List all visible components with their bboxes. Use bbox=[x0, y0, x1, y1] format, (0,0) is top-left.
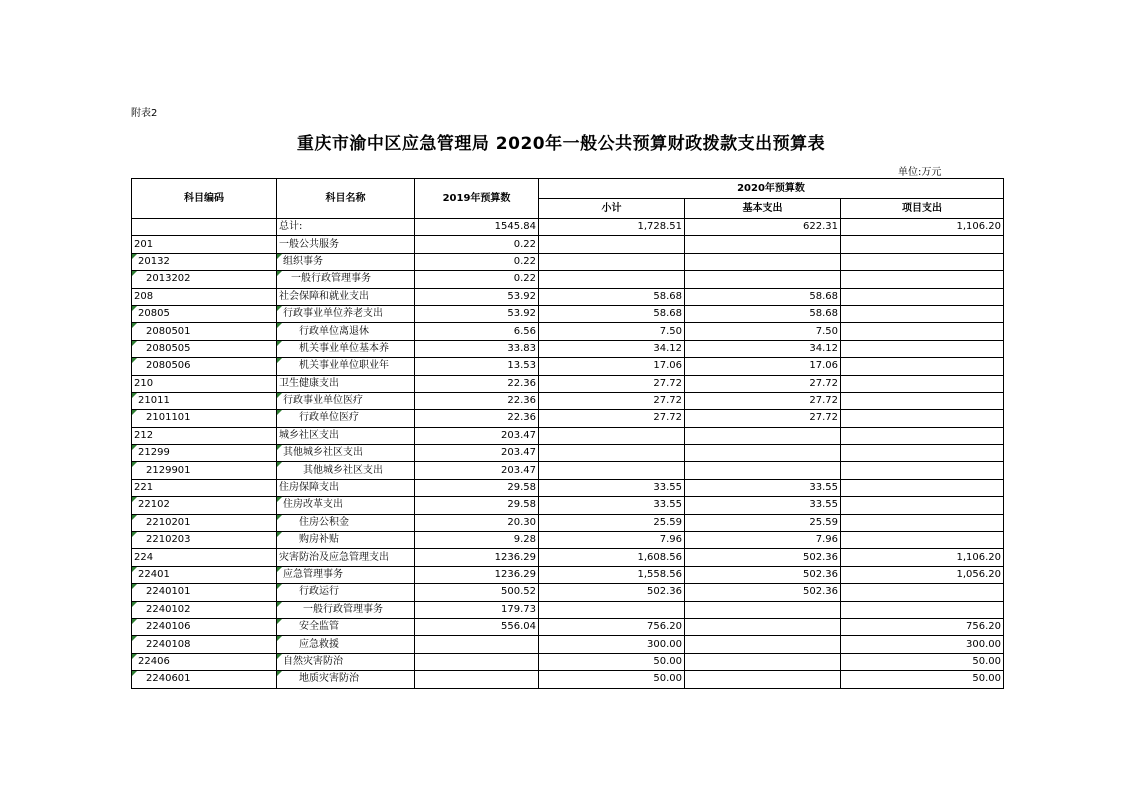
row-code: 2129901 bbox=[132, 462, 277, 479]
row-code: 22401 bbox=[132, 566, 277, 583]
table-row bbox=[132, 392, 1004, 409]
row-subtotal: 27.72 bbox=[539, 410, 685, 427]
row-basic bbox=[685, 253, 841, 270]
row-2019-value: 0.22 bbox=[415, 236, 539, 253]
row-2019-value: 29.58 bbox=[415, 479, 539, 496]
row-name: 住房改革支出 bbox=[277, 497, 415, 514]
table-row bbox=[132, 532, 1004, 549]
row-name: 总计: bbox=[277, 219, 415, 236]
row-basic bbox=[685, 427, 841, 444]
row-subtotal: 300.00 bbox=[539, 636, 685, 653]
row-name: 其他城乡社区支出 bbox=[277, 462, 415, 479]
row-code: 2240102 bbox=[132, 601, 277, 618]
row-project: 50.00 bbox=[841, 653, 1004, 670]
row-code: 21011 bbox=[132, 392, 277, 409]
table-row bbox=[132, 653, 1004, 670]
row-basic: 58.68 bbox=[685, 305, 841, 322]
row-basic: 33.55 bbox=[685, 497, 841, 514]
row-subtotal bbox=[539, 462, 685, 479]
row-code: 2210203 bbox=[132, 532, 277, 549]
row-2019-value: 53.92 bbox=[415, 305, 539, 322]
row-subtotal bbox=[539, 427, 685, 444]
table-row bbox=[132, 427, 1004, 444]
row-code: 208 bbox=[132, 288, 277, 305]
table-row bbox=[132, 636, 1004, 653]
row-code: 2080505 bbox=[132, 340, 277, 357]
row-name: 一般行政管理事务 bbox=[277, 601, 415, 618]
row-2019-value bbox=[415, 671, 539, 688]
row-code: 2101101 bbox=[132, 410, 277, 427]
row-subtotal: 50.00 bbox=[539, 653, 685, 670]
row-basic: 25.59 bbox=[685, 514, 841, 531]
row-2019-value: 1545.84 bbox=[415, 219, 539, 236]
row-subtotal bbox=[539, 236, 685, 253]
row-2019-value bbox=[415, 636, 539, 653]
table-row bbox=[132, 288, 1004, 305]
row-subtotal: 58.68 bbox=[539, 305, 685, 322]
table-row bbox=[132, 671, 1004, 688]
row-basic: 58.68 bbox=[685, 288, 841, 305]
row-2019-value: 22.36 bbox=[415, 410, 539, 427]
row-code bbox=[132, 219, 277, 236]
row-subtotal bbox=[539, 253, 685, 270]
row-basic bbox=[685, 236, 841, 253]
row-basic bbox=[685, 671, 841, 688]
row-code: 2240601 bbox=[132, 671, 277, 688]
row-2019-value: 556.04 bbox=[415, 618, 539, 635]
table-row bbox=[132, 462, 1004, 479]
row-project: 1,106.20 bbox=[841, 219, 1004, 236]
row-basic: 27.72 bbox=[685, 392, 841, 409]
table-body bbox=[132, 219, 1004, 689]
row-subtotal: 7.96 bbox=[539, 532, 685, 549]
row-project bbox=[841, 340, 1004, 357]
row-code: 210 bbox=[132, 375, 277, 392]
row-2019-value: 1236.29 bbox=[415, 566, 539, 583]
row-basic: 622.31 bbox=[685, 219, 841, 236]
row-project bbox=[841, 392, 1004, 409]
row-project bbox=[841, 445, 1004, 462]
row-code: 20805 bbox=[132, 305, 277, 322]
row-project bbox=[841, 514, 1004, 531]
row-subtotal bbox=[539, 271, 685, 288]
row-2019-value: 203.47 bbox=[415, 445, 539, 462]
row-project bbox=[841, 462, 1004, 479]
row-name: 社会保障和就业支出 bbox=[277, 288, 415, 305]
row-2019-value: 33.83 bbox=[415, 340, 539, 357]
row-subtotal: 1,558.56 bbox=[539, 566, 685, 583]
row-basic: 27.72 bbox=[685, 375, 841, 392]
row-code: 221 bbox=[132, 479, 277, 496]
row-2019-value: 22.36 bbox=[415, 375, 539, 392]
row-project bbox=[841, 253, 1004, 270]
row-subtotal: 27.72 bbox=[539, 392, 685, 409]
row-2019-value: 203.47 bbox=[415, 427, 539, 444]
row-name: 购房补贴 bbox=[277, 532, 415, 549]
table-row bbox=[132, 375, 1004, 392]
row-name: 机关事业单位职业年 bbox=[277, 358, 415, 375]
row-code: 2240106 bbox=[132, 618, 277, 635]
row-subtotal: 33.55 bbox=[539, 479, 685, 496]
header-2020: 2020年预算数 bbox=[539, 179, 1004, 199]
table-row bbox=[132, 549, 1004, 566]
row-code: 2240101 bbox=[132, 584, 277, 601]
row-project bbox=[841, 305, 1004, 322]
row-subtotal: 756.20 bbox=[539, 618, 685, 635]
row-2019-value: 0.22 bbox=[415, 271, 539, 288]
table-row bbox=[132, 479, 1004, 496]
row-subtotal: 33.55 bbox=[539, 497, 685, 514]
row-project: 756.20 bbox=[841, 618, 1004, 635]
unit-label: 单位:万元 bbox=[898, 167, 942, 178]
row-2019-value: 13.53 bbox=[415, 358, 539, 375]
row-code: 2210201 bbox=[132, 514, 277, 531]
table-row bbox=[132, 497, 1004, 514]
row-project bbox=[841, 584, 1004, 601]
row-code: 22406 bbox=[132, 653, 277, 670]
row-basic bbox=[685, 462, 841, 479]
table-row bbox=[132, 601, 1004, 618]
row-name: 住房保障支出 bbox=[277, 479, 415, 496]
row-code: 2013202 bbox=[132, 271, 277, 288]
row-name: 住房公积金 bbox=[277, 514, 415, 531]
row-name: 卫生健康支出 bbox=[277, 375, 415, 392]
row-basic bbox=[685, 601, 841, 618]
table-row bbox=[132, 514, 1004, 531]
row-basic: 17.06 bbox=[685, 358, 841, 375]
row-subtotal bbox=[539, 445, 685, 462]
row-code: 22102 bbox=[132, 497, 277, 514]
header-basic: 基本支出 bbox=[685, 199, 841, 219]
row-subtotal: 17.06 bbox=[539, 358, 685, 375]
row-subtotal: 1,728.51 bbox=[539, 219, 685, 236]
row-2019-value: 22.36 bbox=[415, 392, 539, 409]
row-subtotal: 27.72 bbox=[539, 375, 685, 392]
header-project: 项目支出 bbox=[841, 199, 1004, 219]
table-row bbox=[132, 410, 1004, 427]
budget-table bbox=[131, 178, 1004, 689]
table-row bbox=[132, 271, 1004, 288]
row-name: 安全监管 bbox=[277, 618, 415, 635]
row-name: 一般行政管理事务 bbox=[277, 271, 415, 288]
row-basic: 7.96 bbox=[685, 532, 841, 549]
row-subtotal bbox=[539, 601, 685, 618]
row-name: 行政运行 bbox=[277, 584, 415, 601]
row-name: 行政单位离退休 bbox=[277, 323, 415, 340]
table-row bbox=[132, 618, 1004, 635]
table-row bbox=[132, 566, 1004, 583]
header-name: 科目名称 bbox=[277, 179, 415, 219]
row-basic bbox=[685, 653, 841, 670]
row-basic bbox=[685, 445, 841, 462]
row-name: 一般公共服务 bbox=[277, 236, 415, 253]
row-2019-value: 9.28 bbox=[415, 532, 539, 549]
attachment-label: 附表2 bbox=[131, 108, 158, 119]
row-name: 行政事业单位医疗 bbox=[277, 392, 415, 409]
row-2019-value: 0.22 bbox=[415, 253, 539, 270]
row-project bbox=[841, 271, 1004, 288]
row-project bbox=[841, 427, 1004, 444]
row-basic: 502.36 bbox=[685, 584, 841, 601]
row-code: 2080501 bbox=[132, 323, 277, 340]
row-project bbox=[841, 479, 1004, 496]
row-name: 应急救援 bbox=[277, 636, 415, 653]
row-name: 组织事务 bbox=[277, 253, 415, 270]
row-subtotal: 25.59 bbox=[539, 514, 685, 531]
row-2019-value: 20.30 bbox=[415, 514, 539, 531]
row-name: 灾害防治及应急管理支出 bbox=[277, 549, 415, 566]
row-name: 其他城乡社区支出 bbox=[277, 445, 415, 462]
table-row bbox=[132, 340, 1004, 357]
row-name: 机关事业单位基本养 bbox=[277, 340, 415, 357]
row-subtotal: 7.50 bbox=[539, 323, 685, 340]
header-code: 科目编码 bbox=[132, 179, 277, 219]
row-2019-value: 500.52 bbox=[415, 584, 539, 601]
row-project bbox=[841, 358, 1004, 375]
row-2019-value: 1236.29 bbox=[415, 549, 539, 566]
table-row bbox=[132, 236, 1004, 253]
row-name: 自然灾害防治 bbox=[277, 653, 415, 670]
row-project bbox=[841, 410, 1004, 427]
row-2019-value bbox=[415, 653, 539, 670]
row-code: 21299 bbox=[132, 445, 277, 462]
row-basic bbox=[685, 636, 841, 653]
table-row bbox=[132, 305, 1004, 322]
row-2019-value: 179.73 bbox=[415, 601, 539, 618]
row-project bbox=[841, 497, 1004, 514]
row-code: 224 bbox=[132, 549, 277, 566]
row-2019-value: 203.47 bbox=[415, 462, 539, 479]
row-project: 300.00 bbox=[841, 636, 1004, 653]
row-project bbox=[841, 532, 1004, 549]
row-code: 212 bbox=[132, 427, 277, 444]
table-row bbox=[132, 358, 1004, 375]
row-2019-value: 6.56 bbox=[415, 323, 539, 340]
table-row bbox=[132, 253, 1004, 270]
row-subtotal: 502.36 bbox=[539, 584, 685, 601]
row-name: 行政事业单位养老支出 bbox=[277, 305, 415, 322]
row-2019-value: 29.58 bbox=[415, 497, 539, 514]
row-project bbox=[841, 375, 1004, 392]
row-project bbox=[841, 288, 1004, 305]
row-basic bbox=[685, 271, 841, 288]
row-basic: 27.72 bbox=[685, 410, 841, 427]
table-row bbox=[132, 219, 1004, 236]
row-project bbox=[841, 236, 1004, 253]
row-subtotal: 50.00 bbox=[539, 671, 685, 688]
header-subtotal: 小计 bbox=[539, 199, 685, 219]
row-project bbox=[841, 323, 1004, 340]
row-code: 201 bbox=[132, 236, 277, 253]
row-name: 应急管理事务 bbox=[277, 566, 415, 583]
row-code: 2080506 bbox=[132, 358, 277, 375]
row-name: 地质灾害防治 bbox=[277, 671, 415, 688]
row-project bbox=[841, 601, 1004, 618]
table-row bbox=[132, 445, 1004, 462]
row-basic: 7.50 bbox=[685, 323, 841, 340]
row-basic: 502.36 bbox=[685, 549, 841, 566]
row-name: 行政单位医疗 bbox=[277, 410, 415, 427]
row-code: 20132 bbox=[132, 253, 277, 270]
row-subtotal: 58.68 bbox=[539, 288, 685, 305]
row-2019-value: 53.92 bbox=[415, 288, 539, 305]
table-header bbox=[132, 179, 1004, 219]
row-basic bbox=[685, 618, 841, 635]
row-project: 1,106.20 bbox=[841, 549, 1004, 566]
row-code: 2240108 bbox=[132, 636, 277, 653]
row-basic: 33.55 bbox=[685, 479, 841, 496]
row-subtotal: 1,608.56 bbox=[539, 549, 685, 566]
table-row bbox=[132, 323, 1004, 340]
row-basic: 34.12 bbox=[685, 340, 841, 357]
page-title: 重庆市渝中区应急管理局 2020年一般公共预算财政拨款支出预算表 bbox=[296, 134, 826, 154]
row-name: 城乡社区支出 bbox=[277, 427, 415, 444]
table-row bbox=[132, 584, 1004, 601]
row-project: 1,056.20 bbox=[841, 566, 1004, 583]
row-subtotal: 34.12 bbox=[539, 340, 685, 357]
header-2019: 2019年预算数 bbox=[415, 179, 539, 219]
row-basic: 502.36 bbox=[685, 566, 841, 583]
row-project: 50.00 bbox=[841, 671, 1004, 688]
